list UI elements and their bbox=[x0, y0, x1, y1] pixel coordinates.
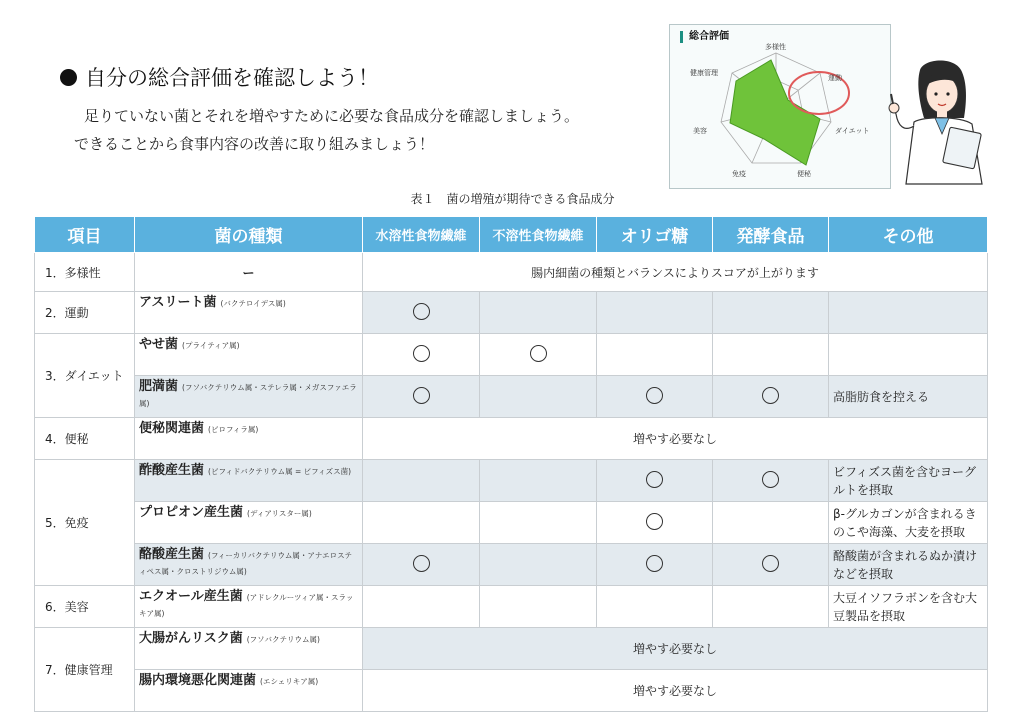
circle-mark-icon bbox=[413, 387, 430, 404]
header-bacteria-type: 菌の種類 bbox=[135, 217, 363, 253]
category-cell: 4．便秘 bbox=[35, 418, 135, 460]
table-row bbox=[35, 376, 988, 418]
radar-label-diversity: 多様性 bbox=[765, 43, 786, 51]
mark-cell bbox=[597, 376, 713, 418]
bacteria-cell bbox=[135, 628, 363, 670]
circle-mark-icon bbox=[413, 303, 430, 320]
section-heading bbox=[60, 62, 379, 92]
mark-cell bbox=[480, 334, 597, 376]
mark-cell bbox=[363, 544, 480, 586]
mark-cell bbox=[363, 334, 480, 376]
mark-cell bbox=[597, 586, 713, 628]
note-cell: β-グルカゴンが含まれるきのこや海藻、大麦を摂取 bbox=[829, 502, 988, 544]
circle-mark-icon bbox=[646, 471, 663, 488]
presenter-illustration bbox=[884, 56, 996, 186]
bacteria-cell bbox=[135, 544, 363, 586]
category-cell: 3．ダイエット bbox=[35, 334, 135, 418]
radar-label-beauty: 美容 bbox=[693, 127, 707, 135]
circle-mark-icon bbox=[762, 387, 779, 404]
bacteria-cell: ー bbox=[135, 253, 363, 292]
bacteria-genus: (エシェリキア属) bbox=[260, 677, 319, 686]
header-fermented-food: 発酵食品 bbox=[713, 217, 829, 253]
mark-cell bbox=[363, 460, 480, 502]
category-cell: 5．免疫 bbox=[35, 460, 135, 586]
circle-mark-icon bbox=[413, 555, 430, 572]
circle-mark-icon bbox=[413, 345, 430, 362]
mark-cell bbox=[480, 586, 597, 628]
radar-label-immunity: 免疫 bbox=[732, 170, 746, 178]
mark-cell bbox=[713, 586, 829, 628]
radar-title: 総合評価 bbox=[680, 31, 729, 43]
category-cell: 6．美容 bbox=[35, 586, 135, 628]
bacteria-name: 肥満菌 bbox=[139, 379, 179, 394]
bacteria-cell bbox=[135, 670, 363, 712]
mark-cell bbox=[363, 292, 480, 334]
header-oligosaccharide: オリゴ糖 bbox=[597, 217, 713, 253]
bacteria-cell bbox=[135, 586, 363, 628]
table-row bbox=[35, 253, 988, 292]
header-insoluble-fiber: 不溶性食物繊維 bbox=[480, 217, 597, 253]
bacteria-genus: (ディアリスター属) bbox=[247, 509, 312, 518]
heading-text: 自分の総合評価を確認しよう！ bbox=[85, 66, 379, 90]
bullet-icon bbox=[60, 69, 77, 86]
circle-mark-icon bbox=[762, 555, 779, 572]
mark-cell bbox=[363, 376, 480, 418]
note-cell bbox=[829, 334, 988, 376]
table-row bbox=[35, 502, 988, 544]
table-row bbox=[35, 544, 988, 586]
table-caption: 表１ 菌の増殖が期待できる食品成分 bbox=[410, 192, 615, 206]
radar-label-constipation: 便秘 bbox=[797, 170, 811, 178]
circle-mark-icon bbox=[646, 555, 663, 572]
bacteria-name: 便秘関連菌 bbox=[139, 421, 205, 436]
bacteria-genus: (フソバクテリウム属・ステレラ属・メガスファエラ属) bbox=[139, 383, 357, 408]
bacteria-genus: (ビロフィラ属) bbox=[208, 425, 259, 434]
mark-cell bbox=[597, 334, 713, 376]
table-row bbox=[35, 334, 988, 376]
radar-label-diet: ダイエット bbox=[835, 127, 870, 135]
mark-cell bbox=[713, 460, 829, 502]
bacteria-cell bbox=[135, 418, 363, 460]
mark-cell bbox=[597, 460, 713, 502]
mark-cell bbox=[480, 544, 597, 586]
food-component-table bbox=[34, 216, 988, 712]
header-item: 項目 bbox=[35, 217, 135, 253]
category-cell: 2．運動 bbox=[35, 292, 135, 334]
bacteria-name: 腸内環境悪化関連菌 bbox=[139, 673, 257, 688]
bacteria-genus: (アドレクルーツィア属・スラッキア属) bbox=[139, 593, 354, 618]
mark-cell bbox=[713, 502, 829, 544]
mark-cell bbox=[480, 502, 597, 544]
category-cell: 7．健康管理 bbox=[35, 628, 135, 712]
mark-cell bbox=[363, 586, 480, 628]
header-soluble-fiber: 水溶性食物繊維 bbox=[363, 217, 480, 253]
mark-cell bbox=[480, 376, 597, 418]
table-header-row bbox=[35, 217, 988, 253]
table-row bbox=[35, 628, 988, 670]
table-row bbox=[35, 670, 988, 712]
span-note-cell: 腸内細菌の種類とバランスによりスコアが上がります bbox=[363, 253, 988, 292]
mark-cell bbox=[480, 292, 597, 334]
mark-cell bbox=[363, 502, 480, 544]
bacteria-genus: (バクテロイデス属) bbox=[220, 299, 286, 308]
note-cell: 酪酸菌が含まれるぬか漬けなどを摂取 bbox=[829, 544, 988, 586]
bacteria-cell bbox=[135, 376, 363, 418]
circle-mark-icon bbox=[646, 513, 663, 530]
bacteria-name: やせ菌 bbox=[139, 337, 179, 352]
circle-mark-icon bbox=[530, 345, 547, 362]
bacteria-cell bbox=[135, 460, 363, 502]
bacteria-name: プロピオン産生菌 bbox=[139, 505, 244, 520]
table-row bbox=[35, 418, 988, 460]
mark-cell bbox=[713, 544, 829, 586]
mark-cell bbox=[713, 292, 829, 334]
mark-cell bbox=[480, 460, 597, 502]
mark-cell bbox=[713, 376, 829, 418]
bacteria-genus: (フィーカリバクテリウム属・アナエロスティペス属・クロストリジウム属) bbox=[139, 551, 352, 576]
mark-cell bbox=[713, 334, 829, 376]
mark-cell bbox=[597, 292, 713, 334]
circle-mark-icon bbox=[762, 471, 779, 488]
bacteria-genus: (プライティア属) bbox=[182, 341, 240, 350]
mark-cell bbox=[597, 544, 713, 586]
note-cell: ビフィズス菌を含むヨーグルトを摂取 bbox=[829, 460, 988, 502]
note-cell: 高脂肪食を控える bbox=[829, 376, 988, 418]
header-other: その他 bbox=[829, 217, 988, 253]
mark-cell bbox=[597, 502, 713, 544]
radar-label-exercise: 運動 bbox=[828, 74, 842, 82]
note-cell bbox=[829, 292, 988, 334]
intro-line-1: 足りていない菌とそれを増やすために必要な食品成分を確認しましょう。 bbox=[84, 107, 580, 125]
radar-chart-card bbox=[669, 24, 891, 189]
circle-mark-icon bbox=[646, 387, 663, 404]
table-row bbox=[35, 586, 988, 628]
table-row bbox=[35, 292, 988, 334]
bacteria-genus: (ビフィドバクテリウム属 = ビフィズス菌) bbox=[208, 467, 351, 476]
bacteria-cell bbox=[135, 292, 363, 334]
span-note-cell: 増やす必要なし bbox=[363, 628, 988, 670]
table-row bbox=[35, 460, 988, 502]
bacteria-name: 酪酸産生菌 bbox=[139, 547, 205, 562]
span-note-cell: 増やす必要なし bbox=[363, 670, 988, 712]
bacteria-genus: (フソバクテリウム属) bbox=[246, 635, 320, 644]
category-cell: 1．多様性 bbox=[35, 253, 135, 292]
bacteria-name: エクオール産生菌 bbox=[139, 589, 243, 604]
bacteria-cell bbox=[135, 502, 363, 544]
radar-label-health: 健康管理 bbox=[690, 69, 718, 77]
note-cell: 大豆イソフラボンを含む大豆製品を摂取 bbox=[829, 586, 988, 628]
bacteria-name: アスリート菌 bbox=[139, 295, 217, 310]
intro-line-2: できることから食事内容の改善に取り組みましょう！ bbox=[74, 135, 435, 153]
bacteria-name: 大腸がんリスク菌 bbox=[139, 631, 243, 646]
bacteria-name: 酢酸産生菌 bbox=[139, 463, 205, 478]
span-note-cell: 増やす必要なし bbox=[363, 418, 988, 460]
bacteria-cell bbox=[135, 334, 363, 376]
